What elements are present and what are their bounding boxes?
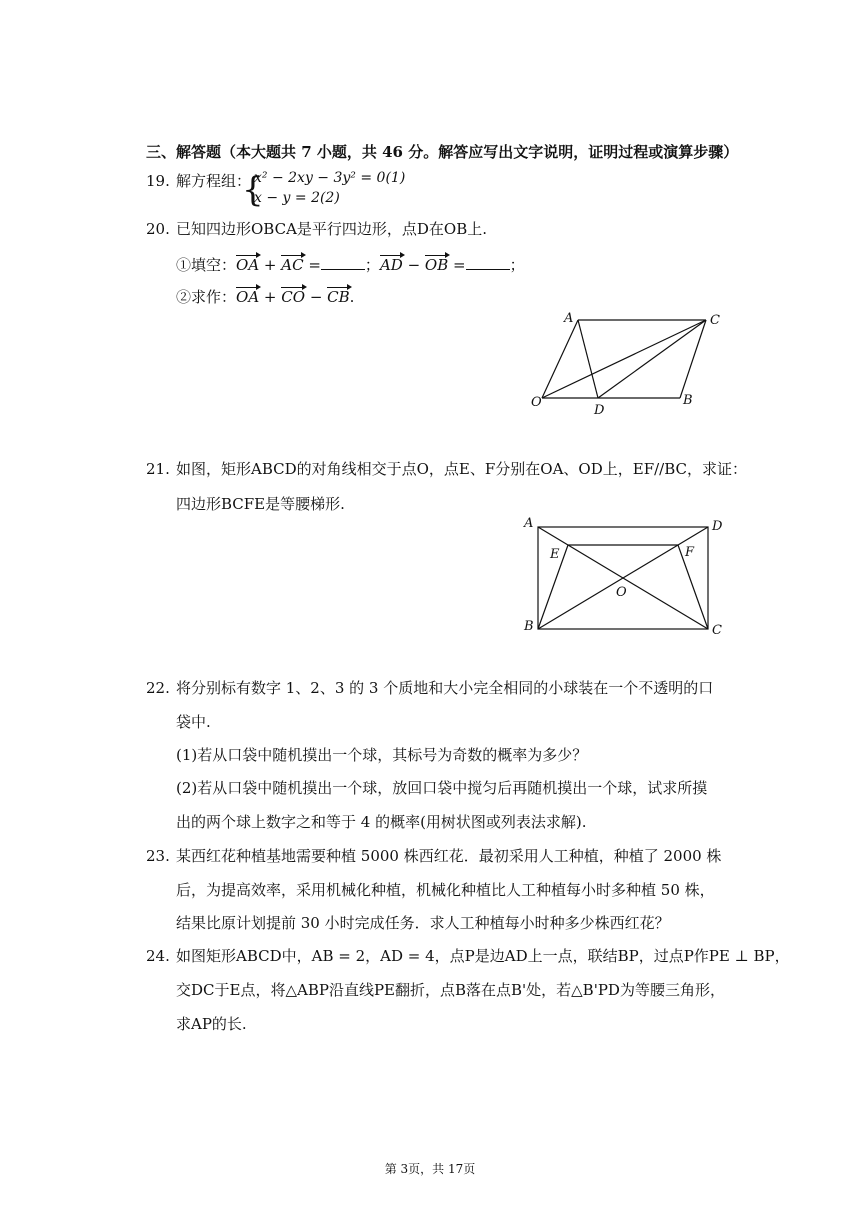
question-number: 19.	[146, 172, 170, 190]
vector-cb: CB	[327, 288, 350, 306]
vector-co: CO	[281, 288, 306, 306]
label-o: O	[616, 585, 627, 600]
separator: ；	[509, 256, 525, 274]
question-text: 将分别标有数字 1、2、3 的 3 个质地和大小完全相同的小球装在一个不透明的口	[176, 679, 714, 697]
question-23-line-2: 后，为提高效率，采用机械化种植，机械化种植比人工种植每小时多种植 50 株，	[176, 881, 715, 899]
edge-cb	[680, 320, 706, 398]
question-text: 某西红花种植基地需要种植 5000 株西红花．最初采用人工种植，种植了 2000 株	[176, 847, 722, 865]
segment-ad	[578, 320, 598, 398]
page-footer: 第 3页，共 17页	[384, 1162, 476, 1176]
label-d: D	[712, 519, 723, 534]
segment-dc	[598, 320, 706, 398]
question-24-line-2: 交DC于E点，将△ABP沿直线PE翻折，点B落在点B'处，若△B'PD为等腰三角形，	[176, 981, 725, 999]
question-20	[146, 219, 487, 239]
question-23	[146, 846, 721, 866]
vector-ad: AD	[379, 256, 403, 274]
operator: +	[259, 288, 282, 306]
part-label: ①填空：	[176, 256, 237, 274]
question-22-part-1: (1)若从口袋中随机摸出一个球，其标号为奇数的概率为多少？	[176, 746, 588, 764]
label-d: D	[594, 403, 605, 418]
vector-oa: OA	[236, 288, 260, 306]
answer-blank	[321, 255, 365, 270]
equation-1: x² − 2xy − 3y² = 0(1)	[254, 170, 406, 186]
edge-oa	[542, 320, 578, 398]
question-22-line-2: 袋中.	[176, 713, 211, 731]
question-24	[146, 946, 790, 966]
operator: =	[448, 256, 466, 274]
question-text: 解方程组：	[176, 172, 252, 190]
question-text: 已知四边形OBCA是平行四边形，点D在OB上.	[176, 220, 488, 238]
question-20-part-2	[176, 287, 354, 307]
question-21-line-2: 四边形BCFE是等腰梯形.	[176, 495, 345, 513]
label-c: C	[710, 313, 720, 328]
separator: ；	[364, 256, 380, 274]
question-number: 24.	[146, 947, 170, 965]
separator: .	[349, 288, 355, 306]
label-b: B	[524, 619, 534, 634]
rectangle-figure	[518, 514, 730, 642]
label-f: F	[685, 545, 695, 560]
vector-ob: OB	[424, 256, 449, 274]
question-24-line-3: 求AP的长.	[176, 1015, 247, 1033]
question-number: 22.	[146, 679, 170, 697]
question-21	[146, 459, 747, 479]
question-22	[146, 678, 713, 698]
segment-oc	[542, 320, 706, 398]
vector-ac: AC	[281, 256, 304, 274]
operator: −	[305, 288, 328, 306]
question-22-part-2-cont: 出的两个球上数字之和等于 4 的概率(用树状图或列表法求解).	[176, 813, 587, 831]
label-o: O	[531, 395, 542, 410]
label-e: E	[550, 547, 560, 562]
question-20-part-1	[176, 255, 525, 275]
question-text: 如图矩形ABCD中，AB = 2，AD = 4，点P是边AD上一点，联结BP，过点P作PE ⊥ BP，	[176, 947, 790, 965]
label-a: A	[564, 311, 574, 326]
brace-symbol: {	[242, 170, 264, 210]
equation-2: x − y = 2(2)	[254, 190, 340, 206]
operator: =	[303, 256, 321, 274]
question-number: 20.	[146, 220, 170, 238]
label-b: B	[683, 393, 693, 408]
part-label: ②求作：	[176, 288, 237, 306]
label-c: C	[712, 623, 722, 638]
question-19	[146, 170, 406, 210]
section-header: 三、解答题（本大题共 7 小题，共 46 分。解答应写出文字说明，证明过程或演算步骤）	[146, 143, 739, 161]
operator: +	[259, 256, 282, 274]
label-a: A	[524, 516, 534, 531]
question-text: 如图，矩形ABCD的对角线相交于点O，点E、F分别在OA、OD上，EF//BC，求证：	[176, 460, 747, 478]
question-23-line-3: 结果比原计划提前 30 小时完成任务．求人工种植每小时种多少株西红花？	[176, 914, 670, 932]
operator: −	[402, 256, 425, 274]
question-number: 23.	[146, 847, 170, 865]
answer-blank	[466, 255, 510, 270]
parallelogram-figure	[530, 308, 730, 418]
question-number: 21.	[146, 460, 170, 478]
question-22-part-2: (2)若从口袋中随机摸出一个球，放回口袋中搅匀后再随机摸出一个球，试求所摸	[176, 779, 708, 797]
vector-oa: OA	[236, 256, 260, 274]
